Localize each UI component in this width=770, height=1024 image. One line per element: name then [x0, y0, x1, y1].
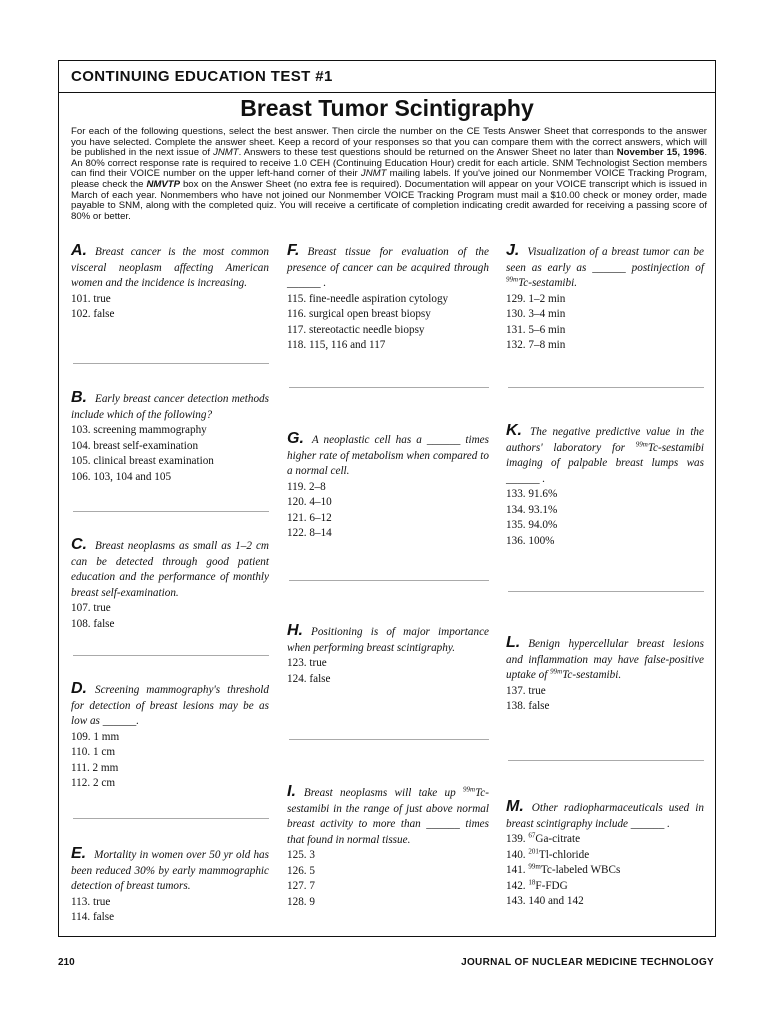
answer-option: 130. 3–4 min [506, 308, 566, 320]
answer-option: 111. 2 mm [71, 761, 119, 774]
answer-option: 132. 7–8 min [506, 339, 566, 351]
answer-option: 127. 7 [287, 880, 315, 892]
answer-option [506, 879, 704, 895]
answer-option: 125. 3 [287, 849, 315, 861]
journal-name: JOURNAL OF NUCLEAR MEDICINE TECHNOLOGY [461, 957, 714, 968]
answer-option: 124. false [287, 672, 331, 685]
answer-option: 143. 140 and 142 [506, 895, 584, 907]
question-letter: A. [71, 242, 87, 259]
intro-text: box on the Answer Sheet (no extra fee is required). Documentation will appear on your VOICE transcript which is issued in March of each year. Nonmembers who have not joined our Nonmember VOICE Tracking Program must mail a $10.00 check or money order, made payable to SNM, along with the completed quiz. You will receive a certificate of completion indicating credit awarded for receiving a passing score of 80% or better. [71, 178, 707, 222]
answer-option: 131. 5–6 min [506, 323, 566, 336]
answer-option: 118. 115, 116 and 117 [287, 339, 386, 351]
question-letter: C. [71, 536, 87, 553]
question-i [287, 784, 489, 910]
answer-option: 119. 2–8 [287, 480, 326, 493]
isotope-superscript: 18 [528, 877, 536, 886]
question-stem: Benign hypercellular breast lesions and inflammation may have false-positive uptake of [506, 638, 704, 681]
answer-option: 112. 2 cm [71, 777, 116, 789]
answer-option: 135. 94.0% [506, 519, 558, 531]
intro-text: . Answers to these test questions should be returned on the Answer Sheet no later than [238, 147, 617, 159]
question-c [71, 537, 269, 632]
answer-option: 121. 6–12 [287, 511, 332, 524]
question-stem: Visualization of a breast tumor can be seen as early as ______ postinjection of [506, 246, 704, 274]
isotope-superscript: 99m [463, 785, 476, 794]
answer-option [506, 832, 704, 848]
answer-option: 128. 9 [287, 895, 315, 908]
answer-option: 120. 4–10 [287, 496, 332, 508]
question-letter: B. [71, 389, 87, 406]
answer-option: 108. false [71, 617, 115, 630]
divider [289, 739, 489, 740]
answer-option: 102. false [71, 308, 115, 320]
question-letter: K. [506, 422, 522, 439]
question-m [506, 799, 704, 910]
divider [289, 580, 489, 581]
option-number: 140. [506, 848, 529, 861]
divider [289, 387, 489, 388]
answer-option: 136. 100% [506, 534, 555, 547]
option-text: F-FDG [535, 879, 568, 892]
question-stem: Breast neoplasms will take up [303, 787, 464, 799]
question-stem: Positioning is of major importance when performing breast scintigraphy. [287, 626, 489, 654]
question-stem: Mortality in women over 50 yr old has been reduced 30% by early mammographic detection of breast tumors. [71, 849, 269, 892]
answer-option: 129. 1–2 min [506, 292, 566, 305]
answer-option: 101. true [71, 292, 111, 305]
divider [73, 818, 269, 819]
answer-option: 117. stereotactic needle biopsy [287, 323, 425, 336]
divider [73, 363, 269, 364]
page-number: 210 [58, 957, 75, 968]
question-letter: L. [506, 634, 521, 651]
option-text: Tl-chloride [538, 848, 590, 861]
question-f [287, 243, 489, 354]
option-number: 141. [506, 864, 529, 876]
deadline-date: November 15, 1996 [616, 147, 705, 159]
question-stem: Breast cancer is the most common visceral neoplasm affecting American women and the incidence is increasing. [71, 246, 269, 289]
question-h [287, 623, 489, 687]
test-label: CONTINUING EDUCATION TEST #1 [71, 68, 333, 85]
question-letter: H. [287, 622, 303, 639]
answer-option: 104. breast self-examination [71, 439, 199, 452]
answer-option: 110. 1 cm [71, 746, 116, 758]
question-l [506, 635, 704, 715]
question-letter: M. [506, 798, 524, 815]
question-stem: Breast neoplasms as small as 1–2 cm can be detected through good patient education and the performance of monthly breast self-examination. [71, 540, 269, 599]
header-bar [59, 61, 715, 93]
nmvtp-label: NMVTP [146, 178, 181, 190]
answer-option: 137. true [506, 684, 546, 697]
answer-option: 109. 1 mm [71, 730, 120, 743]
answer-option: 105. clinical breast examination [71, 455, 214, 467]
journal-abbrev: JNMT [213, 147, 239, 159]
question-stem: Tc-sestamibi. [518, 277, 578, 289]
answer-option: 122. 8–14 [287, 527, 332, 539]
answer-option: 113. true [71, 895, 111, 908]
isotope-superscript: 99m [528, 862, 541, 871]
question-letter: I. [287, 783, 296, 800]
question-stem: A neoplastic cell has a ______ times higher rate of metabolism when compared to a normal cell. [287, 434, 489, 477]
question-letter: G. [287, 430, 304, 447]
answer-option: 116. surgical open breast biopsy [287, 308, 431, 320]
answer-option: 133. 91.6% [506, 488, 558, 500]
question-d [71, 681, 269, 792]
journal-abbrev: JNMT [360, 168, 387, 180]
question-a [71, 243, 269, 323]
question-stem: The negative predictive value in the authors' laboratory for [506, 426, 704, 454]
question-stem: Other radiopharmaceuticals used in breast scintigraphy include ______ . [506, 802, 704, 830]
answer-option [506, 863, 704, 879]
test-frame [58, 60, 716, 937]
answer-option: 138. false [506, 700, 550, 712]
question-stem: Tc-sestamibi. [562, 669, 622, 681]
divider [508, 760, 704, 761]
isotope-superscript: 201 [528, 846, 539, 855]
answer-option: 126. 5 [287, 864, 315, 877]
question-k [506, 423, 704, 549]
question-letter: F. [287, 242, 300, 259]
divider [508, 387, 704, 388]
option-text: Tc-labeled WBCs [540, 864, 621, 876]
question-b [71, 390, 269, 485]
answer-option [506, 848, 704, 864]
answer-option: 106. 103, 104 and 105 [71, 470, 172, 483]
option-number: 142. [506, 879, 529, 892]
question-e [71, 846, 269, 926]
isotope-superscript: 99m [635, 439, 648, 448]
question-letter: E. [71, 845, 87, 862]
divider [508, 591, 704, 592]
answer-option: 134. 93.1% [506, 503, 558, 516]
question-stem: Tc-sestamibi imaging of palpable breast lumps was ______ . [506, 441, 704, 485]
answer-option: 103. screening mammography [71, 424, 207, 436]
page-title: Breast Tumor Scintigraphy [240, 95, 534, 121]
intro-paragraph [71, 127, 707, 222]
intro-text: . An 80% correct response rate is required to receive 1.0 CEH (Continuing Education Hour) credit for each article. SNM Technologist Section members can find their VOICE number on the upper left-hand corner of their [71, 147, 707, 180]
answer-option: 114. false [71, 911, 115, 923]
question-stem: Early breast cancer detection methods include which of the following? [71, 393, 269, 421]
divider [73, 511, 269, 512]
question-j [506, 243, 704, 354]
option-text: Ga-citrate [535, 833, 581, 845]
answer-option: 123. true [287, 657, 327, 669]
isotope-superscript: 99m [550, 667, 563, 676]
isotope-superscript: 67 [528, 831, 536, 840]
question-stem: Screening mammography's threshold for detection of breast lesions may be as low as ______. [71, 684, 269, 727]
question-stem: Breast tissue for evaluation of the presence of cancer can be acquired through ______ . [287, 246, 489, 289]
question-letter: D. [71, 680, 87, 697]
answer-option: 107. true [71, 602, 111, 614]
intro-text: mailing labels. If you've joined our Nonmember VOICE Tracking Program, please check the [71, 168, 707, 190]
intro-text: For each of the following questions, select the best answer. Then circle the number on the CE Tests Answer Sheet that corresponds to the answer you have selected. Complete the answer sheet. Keep a record of your responses so that you can compare them with the correct answers, which will be published in the next issue of [71, 126, 707, 159]
question-letter: J. [506, 242, 520, 259]
question-g [287, 431, 489, 542]
answer-option: 115. fine-needle aspiration cytology [287, 292, 449, 305]
divider [73, 655, 269, 656]
question-stem: Tc-sestamibi in the range of just above normal breast activity to more than ______ times that found in normal tissue. [287, 787, 489, 846]
option-number: 139. [506, 833, 529, 845]
isotope-superscript: 99m [506, 275, 519, 284]
